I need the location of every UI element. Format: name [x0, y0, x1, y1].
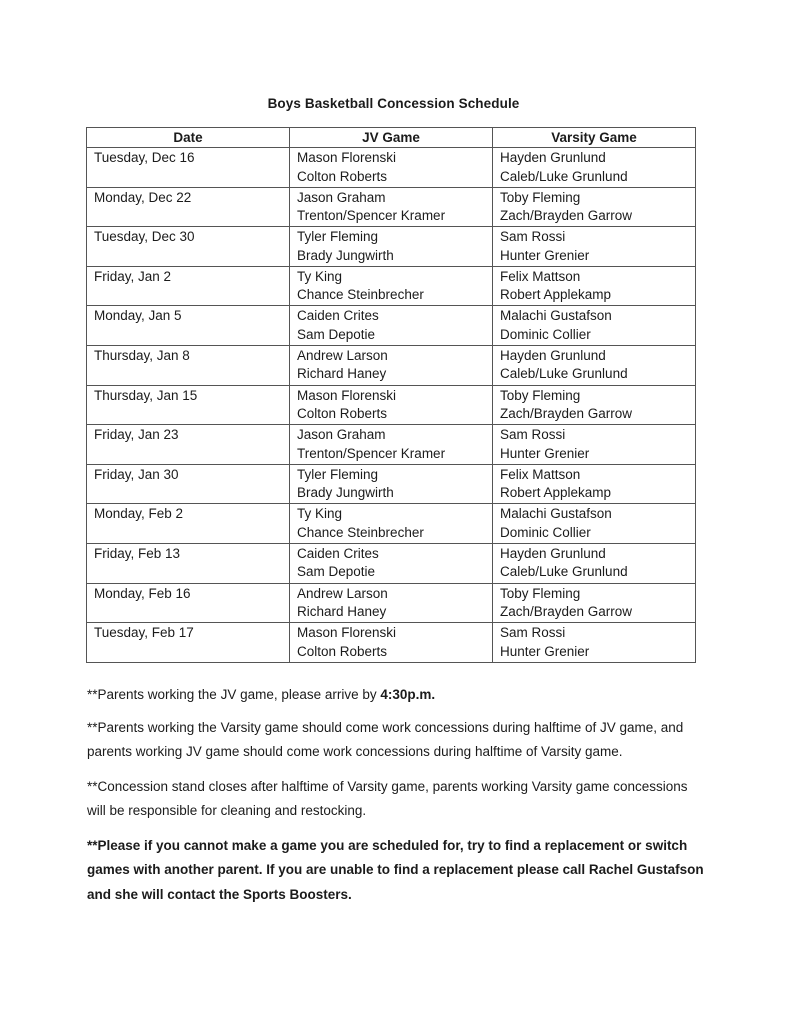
note-replacement: **Please if you cannot make a game you are scheduled for, try to find a replacement or switch games with another parent. If you are unable to find a replacement please call Rachel Gustafson and she will contact the Sports Boosters. [87, 837, 704, 902]
jv-volunteer-name: Trenton/Spencer Kramer [297, 445, 446, 461]
cell-date [87, 187, 290, 227]
table-row [87, 385, 696, 425]
date-text: Thursday, Jan 15 [94, 387, 198, 403]
date-text: Friday, Jan 2 [94, 268, 172, 284]
varsity-volunteer-name: Dominic Collier [500, 326, 591, 342]
cell-jv [290, 543, 493, 583]
date-text: Monday, Jan 5 [94, 308, 182, 324]
cell-date [87, 623, 290, 663]
jv-volunteer-name: Sam Depotie [297, 326, 376, 342]
cell-jv [290, 148, 493, 188]
varsity-volunteer-name: Robert Applekamp [500, 485, 612, 501]
jv-volunteer-name: Richard Haney [297, 604, 387, 620]
notes-section [87, 683, 707, 917]
varsity-volunteer-name: Zach/Brayden Garrow [500, 406, 633, 422]
varsity-volunteer-name: Toby Fleming [500, 387, 581, 403]
varsity-volunteer-name: Caleb/Luke Grunlund [500, 168, 628, 184]
cell-date [87, 504, 290, 544]
date-text: Monday, Dec 22 [94, 189, 192, 205]
header-varsity-game: Varsity Game [493, 128, 696, 148]
jv-volunteer-name: Ty King [297, 506, 343, 522]
page-title: Boys Basketball Concession Schedule [267, 96, 520, 111]
cell-jv [290, 385, 493, 425]
date-text: Monday, Feb 2 [94, 506, 184, 522]
cell-varsity [493, 583, 696, 623]
table-row [87, 345, 696, 385]
varsity-volunteer-name: Hayden Grunlund [500, 347, 606, 363]
table-row [87, 543, 696, 583]
varsity-volunteer-name: Sam Rossi [500, 229, 566, 245]
table-header-row [87, 128, 696, 148]
jv-volunteer-name: Jason Graham [297, 189, 386, 205]
table-row [87, 425, 696, 465]
cell-varsity [493, 227, 696, 267]
cell-date [87, 148, 290, 188]
cell-date [87, 306, 290, 346]
cell-varsity [493, 266, 696, 306]
varsity-volunteer-name: Hunter Grenier [500, 247, 590, 263]
cell-date [87, 543, 290, 583]
table-row [87, 623, 696, 663]
varsity-volunteer-name: Sam Rossi [500, 427, 566, 443]
jv-volunteer-name: Colton Roberts [297, 168, 388, 184]
cell-jv [290, 464, 493, 504]
cell-varsity [493, 504, 696, 544]
cell-jv [290, 425, 493, 465]
varsity-volunteer-name: Toby Fleming [500, 585, 581, 601]
varsity-volunteer-name: Malachi Gustafson [500, 506, 612, 522]
cell-jv [290, 504, 493, 544]
note-halftime: **Parents working the Varsity game should come work concessions during halftime of JV game, and parents working JV game should come work concessions during halftime of Varsity game. [87, 719, 684, 759]
schedule-body [87, 148, 696, 663]
cell-jv [290, 306, 493, 346]
table-row [87, 227, 696, 267]
varsity-volunteer-name: Zach/Brayden Garrow [500, 604, 633, 620]
cell-varsity [493, 623, 696, 663]
table-row [87, 187, 696, 227]
cell-varsity [493, 425, 696, 465]
cell-varsity [493, 464, 696, 504]
jv-volunteer-name: Chance Steinbrecher [297, 524, 424, 540]
varsity-volunteer-name: Robert Applekamp [500, 287, 612, 303]
varsity-volunteer-name: Zach/Brayden Garrow [500, 208, 633, 224]
varsity-volunteer-name: Hunter Grenier [500, 445, 590, 461]
jv-volunteer-name: Andrew Larson [297, 585, 388, 601]
jv-volunteer-name: Ty King [297, 268, 343, 284]
jv-volunteer-name: Brady Jungwirth [297, 485, 394, 501]
date-text: Friday, Feb 13 [94, 545, 181, 561]
cell-date [87, 345, 290, 385]
cell-date [87, 227, 290, 267]
cell-jv [290, 583, 493, 623]
cell-date [87, 425, 290, 465]
varsity-volunteer-name: Felix Mattson [500, 268, 581, 284]
varsity-volunteer-name: Hunter Grenier [500, 643, 590, 659]
varsity-volunteer-name: Toby Fleming [500, 189, 581, 205]
jv-volunteer-name: Tyler Fleming [297, 466, 379, 482]
date-text: Friday, Jan 30 [94, 466, 179, 482]
jv-volunteer-name: Colton Roberts [297, 643, 388, 659]
cell-date [87, 583, 290, 623]
jv-volunteer-name: Colton Roberts [297, 406, 388, 422]
cell-date [87, 266, 290, 306]
cell-jv [290, 266, 493, 306]
note-jv-arrival-time: 4:30p.m. [380, 687, 436, 702]
header-jv-game: JV Game [290, 128, 493, 148]
jv-volunteer-name: Chance Steinbrecher [297, 287, 424, 303]
jv-volunteer-name: Mason Florenski [297, 387, 397, 403]
jv-volunteer-name: Tyler Fleming [297, 229, 379, 245]
cell-varsity [493, 306, 696, 346]
note-jv-arrival-text: **Parents working the JV game, please arrive by [87, 687, 381, 702]
date-text: Tuesday, Dec 16 [94, 150, 195, 165]
header-date: Date [87, 128, 290, 148]
varsity-volunteer-name: Caleb/Luke Grunlund [500, 564, 628, 580]
schedule-table [86, 127, 696, 663]
varsity-volunteer-name: Sam Rossi [500, 625, 566, 641]
date-text: Tuesday, Dec 30 [94, 229, 195, 245]
varsity-volunteer-name: Dominic Collier [500, 524, 591, 540]
jv-volunteer-name: Andrew Larson [297, 347, 388, 363]
cell-varsity [493, 148, 696, 188]
varsity-volunteer-name: Hayden Grunlund [500, 545, 606, 561]
cell-varsity [493, 543, 696, 583]
varsity-volunteer-name: Felix Mattson [500, 466, 581, 482]
table-row [87, 148, 696, 188]
jv-volunteer-name: Caiden Crites [297, 308, 379, 324]
varsity-volunteer-name: Caleb/Luke Grunlund [500, 366, 628, 382]
cell-varsity [493, 385, 696, 425]
jv-volunteer-name: Jason Graham [297, 427, 386, 443]
jv-volunteer-name: Sam Depotie [297, 564, 376, 580]
varsity-volunteer-name: Hayden Grunlund [500, 150, 606, 165]
date-text: Friday, Jan 23 [94, 427, 179, 443]
cell-jv [290, 345, 493, 385]
note-jv-arrival [87, 683, 707, 708]
jv-volunteer-name: Richard Haney [297, 366, 387, 382]
note-closing: **Concession stand closes after halftime of Varsity game, parents working Varsity game concessions will be responsible for cleaning and restocking. [87, 778, 688, 818]
cell-date [87, 464, 290, 504]
date-text: Thursday, Jan 8 [94, 347, 190, 363]
table-row [87, 306, 696, 346]
date-text: Monday, Feb 16 [94, 585, 191, 601]
cell-date [87, 385, 290, 425]
jv-volunteer-name: Caiden Crites [297, 545, 379, 561]
jv-volunteer-name: Brady Jungwirth [297, 247, 394, 263]
table-row [87, 464, 696, 504]
date-text: Tuesday, Feb 17 [94, 625, 194, 641]
cell-varsity [493, 187, 696, 227]
cell-jv [290, 187, 493, 227]
cell-jv [290, 227, 493, 267]
jv-volunteer-name: Mason Florenski [297, 625, 397, 641]
table-row [87, 266, 696, 306]
jv-volunteer-name: Trenton/Spencer Kramer [297, 208, 446, 224]
jv-volunteer-name: Mason Florenski [297, 150, 397, 165]
varsity-volunteer-name: Malachi Gustafson [500, 308, 612, 324]
cell-varsity [493, 345, 696, 385]
table-row [87, 583, 696, 623]
cell-jv [290, 623, 493, 663]
table-row [87, 504, 696, 544]
